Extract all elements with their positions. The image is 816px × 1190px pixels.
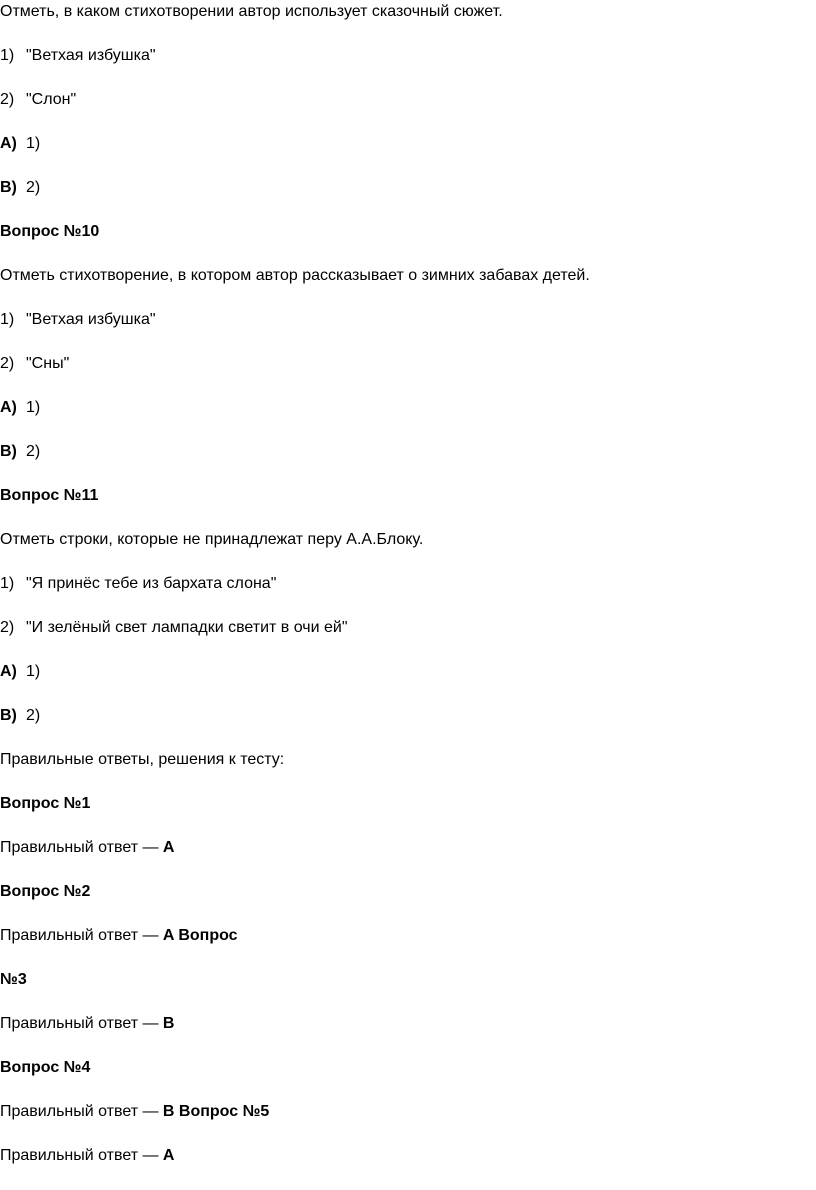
answer-prefix: Правильный ответ — [0, 839, 163, 856]
answer-value: 2) [26, 443, 41, 460]
answer-letter: A) [0, 663, 17, 680]
answer-letter: A [162, 927, 174, 944]
option-text: "И зелёный свет лампадки светит в очи ей" [26, 619, 348, 636]
answer-letter: B) [0, 179, 17, 196]
answer-letter: A [162, 839, 175, 856]
option-text: "Сны" [26, 355, 70, 372]
question-heading: Вопрос №11 [0, 487, 99, 504]
option-number: 2) [0, 91, 15, 108]
question-prompt: Отметь стихотворение, в котором автор рассказывает о зимних забавах детей. [0, 267, 590, 284]
answer-value: 2) [26, 179, 41, 196]
answer-prefix: Правильный ответ — [0, 1147, 163, 1164]
answer-letter: B) [0, 707, 17, 724]
option-number: 2) [0, 355, 15, 372]
answer-value: 1) [26, 135, 41, 152]
answer-prefix: Правильный ответ — [0, 1103, 163, 1120]
option-item [0, 310, 156, 330]
answer-prefix: Правильный ответ — [0, 1015, 163, 1032]
answer-letter: A) [0, 399, 17, 416]
option-item [0, 46, 156, 66]
option-item [0, 90, 76, 110]
answer-choice [0, 706, 40, 726]
answer-letter: B [162, 1103, 175, 1120]
answer-choice [0, 442, 40, 462]
solution-answer [0, 838, 174, 858]
option-number: 1) [0, 311, 15, 328]
solution-heading: №3 [0, 971, 27, 988]
option-text: "Я принёс тебе из бархата слона" [26, 575, 277, 592]
answer-value: 2) [26, 707, 41, 724]
answer-trailing: Вопрос [173, 927, 238, 944]
solution-heading: Вопрос №2 [0, 883, 91, 900]
answer-trailing: Вопрос №5 [174, 1103, 270, 1120]
solution-heading: Вопрос №4 [0, 1059, 91, 1076]
option-number: 1) [0, 47, 15, 64]
option-number: 2) [0, 619, 15, 636]
answer-value: 1) [26, 663, 41, 680]
question-prompt: Отметь строки, которые не принадлежат перу А.А.Блоку. [0, 531, 424, 548]
option-item [0, 618, 348, 638]
option-number: 1) [0, 575, 15, 592]
answer-choice [0, 662, 40, 682]
option-text: "Слон" [26, 91, 77, 108]
answer-prefix: Правильный ответ — [0, 927, 163, 944]
solution-answer [0, 926, 238, 946]
solutions-intro: Правильные ответы, решения к тесту: [0, 751, 285, 768]
solution-answer [0, 1102, 269, 1122]
solution-heading: Вопрос №1 [0, 795, 91, 812]
option-text: "Ветхая избушка" [26, 311, 156, 328]
answer-value: 1) [26, 399, 41, 416]
question-heading: Вопрос №10 [0, 223, 100, 240]
answer-choice [0, 398, 40, 418]
answer-choice [0, 134, 40, 154]
solution-answer [0, 1014, 174, 1034]
option-item [0, 354, 69, 374]
question-prompt: Отметь, в каком стихотворении автор использует сказочный сюжет. [0, 3, 503, 20]
answer-letter: B [162, 1015, 175, 1032]
option-item [0, 574, 276, 594]
answer-letter: A [162, 1147, 175, 1164]
answer-letter: B) [0, 443, 17, 460]
answer-letter: A) [0, 135, 17, 152]
solution-answer [0, 1146, 174, 1166]
answer-choice [0, 178, 40, 198]
option-text: "Ветхая избушка" [26, 47, 156, 64]
